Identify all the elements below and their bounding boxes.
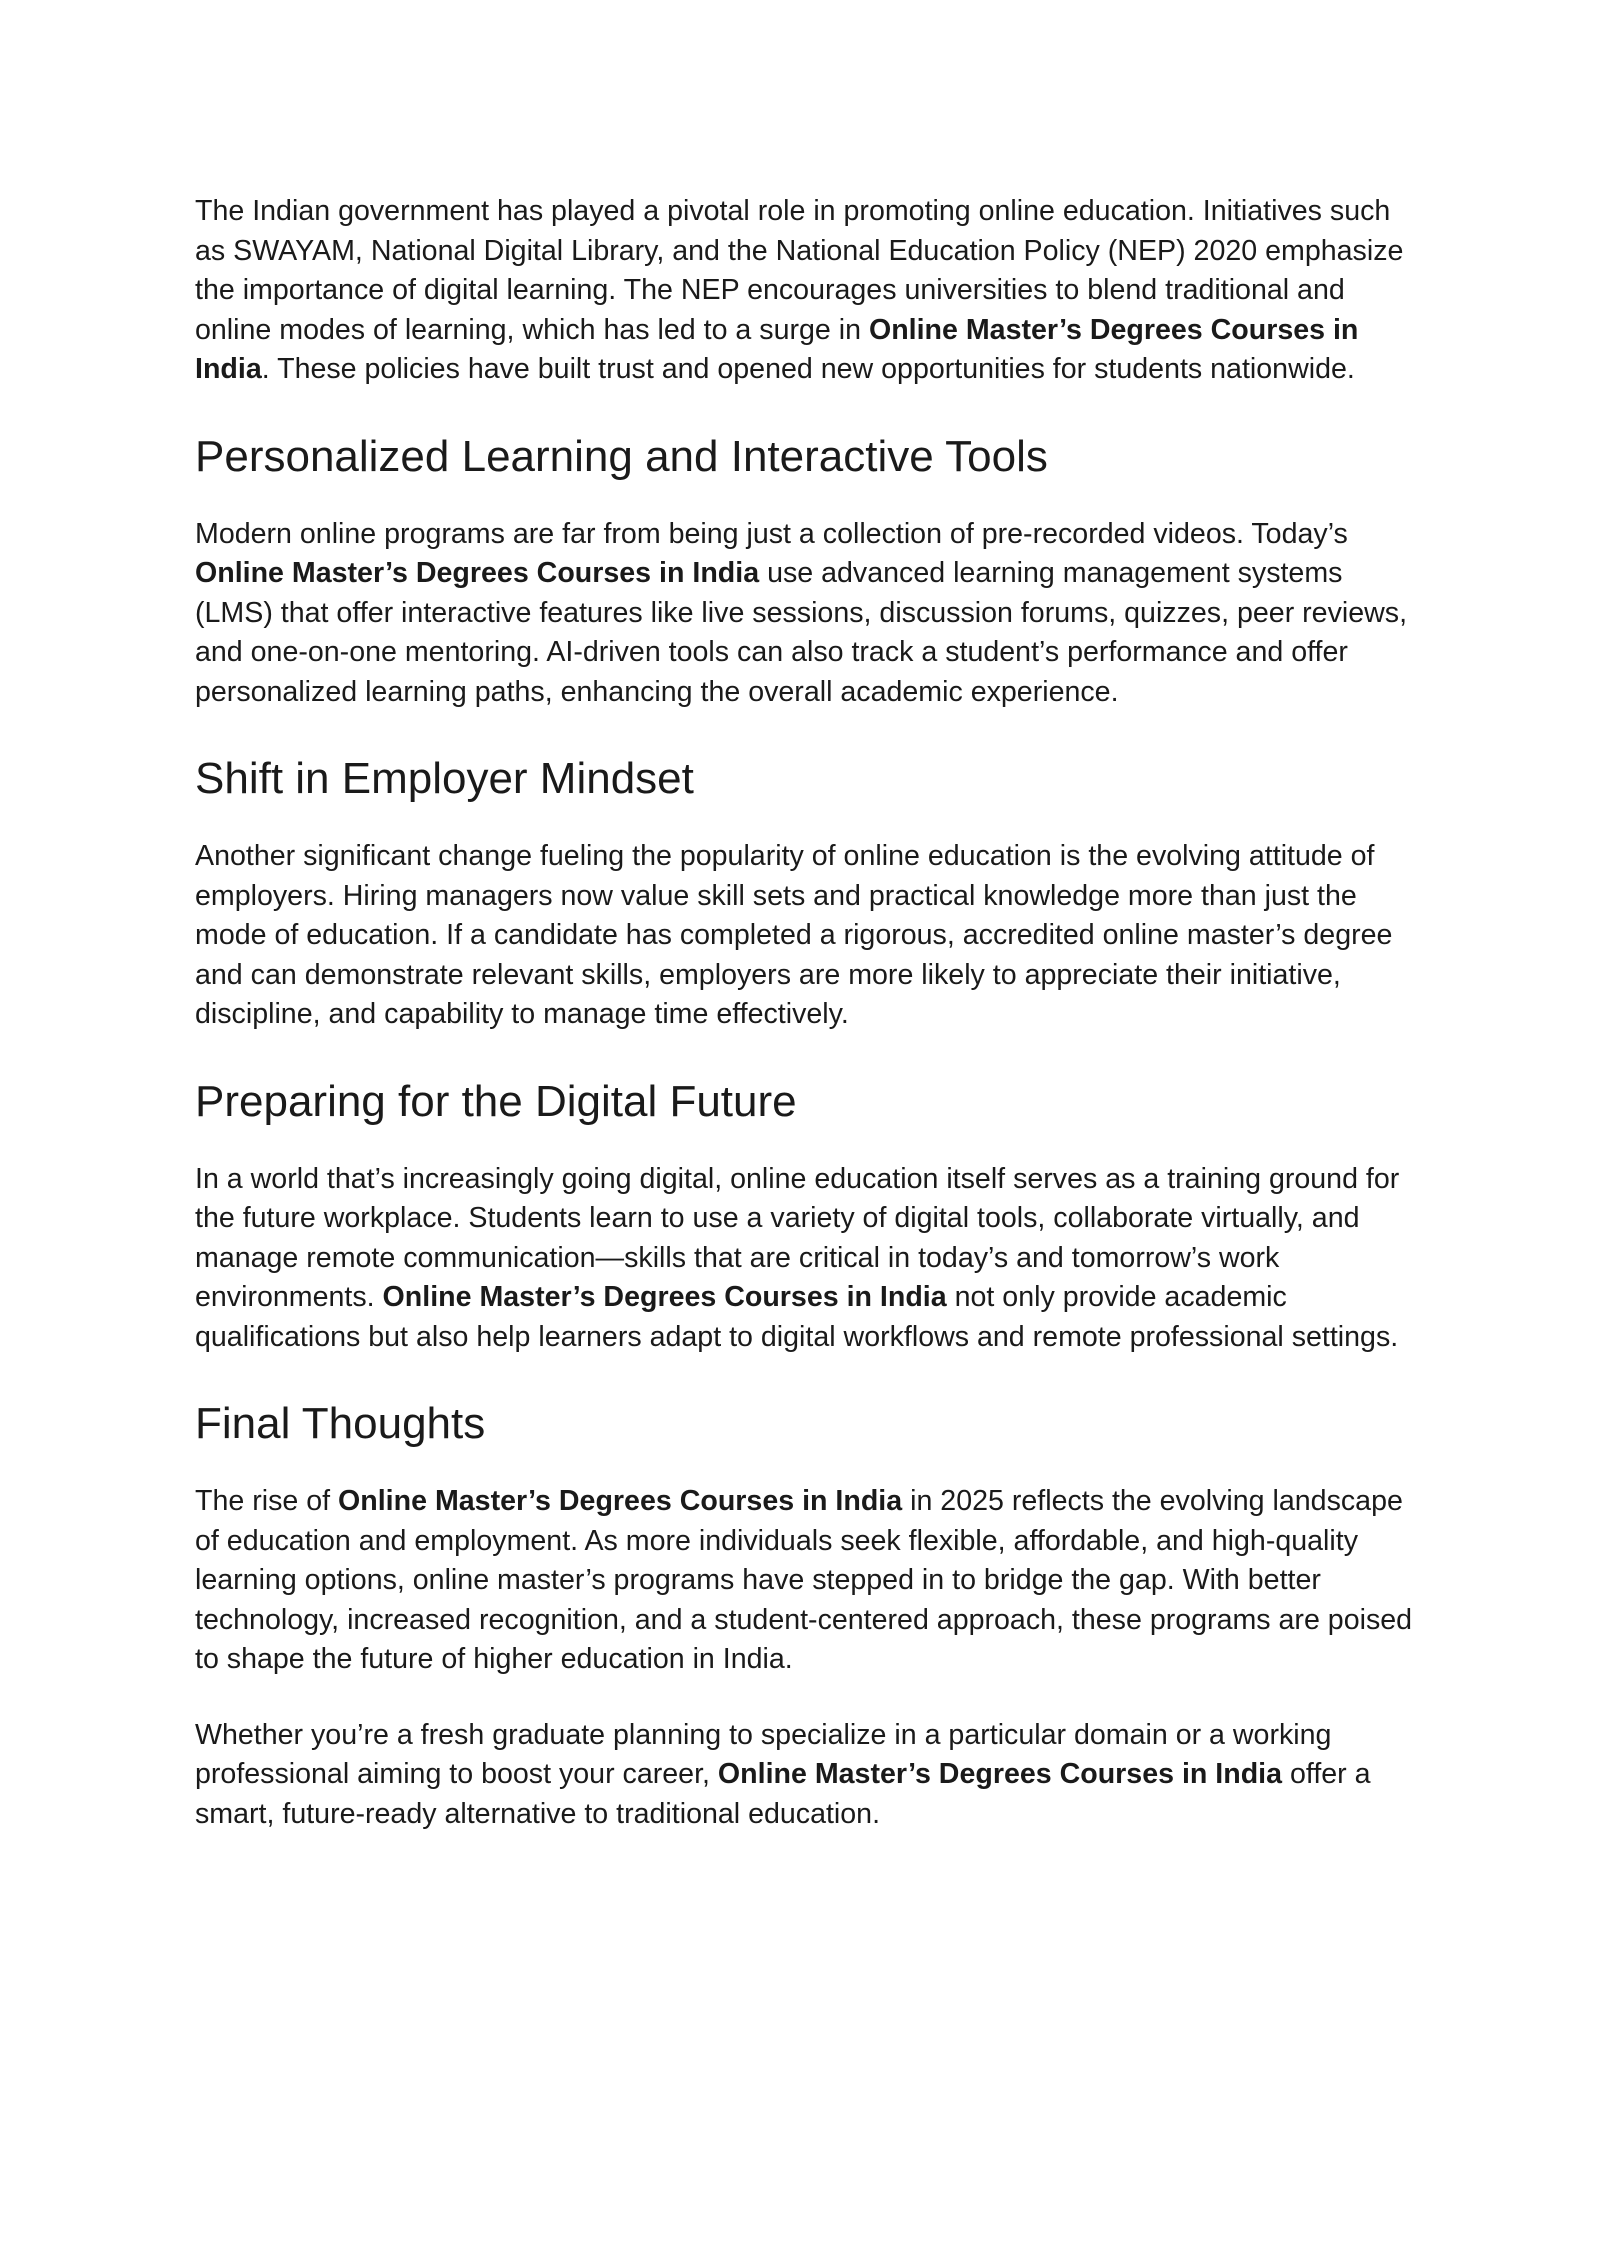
intro-keyword: Online Master’s Degrees Courses in India <box>195 313 1359 385</box>
digital-paragraph <box>195 1160 1425 1358</box>
document-body <box>195 192 1425 1834</box>
final-1-text-2: in 2025 reflects the evolving landscape of education and employment. As more individuals seek flexible, affordable, and high-quality learning options, online master’s programs have stepped in to bridge the gap. With better technology, increased recognition, and a student-centered approach, these programs are poised to shape the future of higher education in India. <box>195 1485 1413 1675</box>
heading-digital-future: Preparing for the Digital Future <box>195 1076 797 1126</box>
personalized-text-1: Modern online programs are far from being just a collection of pre-recorded videos. Today’s <box>195 517 1348 550</box>
final-paragraph-1 <box>195 1482 1425 1680</box>
final-2-text-2: offer a smart, future-ready alternative to traditional education. <box>195 1758 1371 1830</box>
final-2-keyword: Online Master’s Degrees Courses in India <box>717 1758 1283 1790</box>
heading-personalized-learning: Personalized Learning and Interactive Tools <box>195 431 1048 481</box>
digital-keyword: Online Master’s Degrees Courses in India <box>382 1281 947 1313</box>
employer-paragraph: Another significant change fueling the popularity of online education is the evolving attitude of employers. Hiring managers now value skill sets and practical knowledge more than just the mode of education. If a candidate has completed a rigorous, accredited online master’s degree and can demonstrate relevant skills, employers are more likely to appreciate their initiative, discipline, and capability to manage time effectively. <box>195 840 1393 1030</box>
personalized-text-2: use advanced learning management systems (LMS) that offer interactive features like live sessions, discussion forums, quizzes, peer reviews, and one-on-one mentoring. AI-driven tools can also track a student’s performance and offer personalized learning paths, enhancing the overall academic experience. <box>195 557 1408 708</box>
heading-employer-mindset: Shift in Employer Mindset <box>195 754 694 803</box>
final-2-text-1: Whether you’re a fresh graduate planning to specialize in a particular domain or a working professional aiming to boost your career, <box>195 1718 1332 1790</box>
personalized-paragraph <box>195 515 1425 713</box>
heading-final-thoughts: Final Thoughts <box>195 1399 486 1448</box>
intro-text-1: The Indian government has played a pivotal role in promoting online education. Initiatives such as SWAYAM, National Digital Library, and the National Education Policy (NEP) 2020 emphasize the importance of digital learning. The NEP encourages universities to blend traditional and online modes of learning, which has led to a surge in <box>195 195 1404 346</box>
digital-text-2: not only provide academic qualifications but also help learners adapt to digital workflows and remote professional settings. <box>195 1281 1399 1353</box>
intro-paragraph <box>195 192 1425 390</box>
intro-text-2: . These policies have built trust and opened new opportunities for students nationwide. <box>261 353 1355 385</box>
final-1-text-1: The rise of <box>195 1485 339 1517</box>
personalized-keyword: Online Master’s Degrees Courses in India <box>195 557 760 589</box>
digital-text-1: In a world that’s increasingly going digital, online education itself serves as a training ground for the future workplace. Students learn to use a variety of digital tools, collaborate virtually, and manage remote communication—skills that are critical in today’s and tomorrow’s work environments. <box>195 1162 1400 1313</box>
final-1-keyword: Online Master’s Degrees Courses in India <box>338 1485 903 1517</box>
final-paragraph-2 <box>195 1716 1425 1835</box>
